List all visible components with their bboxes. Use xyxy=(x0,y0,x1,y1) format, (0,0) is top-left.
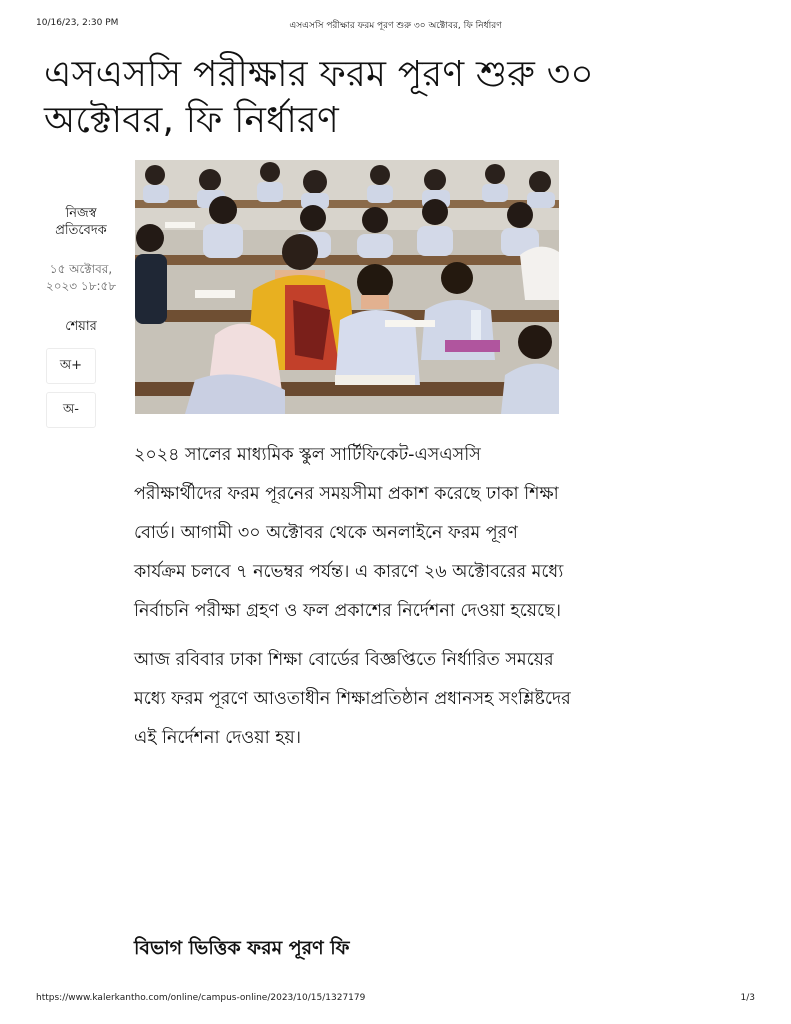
print-page-title: এসএসসি পরীক্ষার ফরম পূরণ শুরু ৩০ অক্টোবর, ফি নির্ধারণ xyxy=(289,21,502,31)
print-datetime: 10/16/23, 2:30 PM xyxy=(36,18,119,28)
share-label: শেয়ার xyxy=(65,319,97,334)
print-header xyxy=(36,18,755,32)
article-meta-sidebar xyxy=(40,205,122,428)
font-increase-button[interactable]: অ+ xyxy=(46,348,96,384)
article-body xyxy=(134,436,574,768)
article-paragraph: আজ রবিবার ঢাকা শিক্ষা বোর্ডের বিজ্ঞপ্তিতে নির্ধারিত সময়ের মধ্যে ফরম পূরণে আওতাধীন শিক্ষাপ্রতিষ্ঠান প্রধানসহ সংশ্লিষ্টদের এই নির্দেশনা দেওয়া হয়। xyxy=(134,650,571,748)
page-number: 1/3 xyxy=(740,993,755,1003)
publish-date: ১৫ অক্টোবর, ২০২৩ ১৮:৫৮ xyxy=(45,262,117,293)
article-photo xyxy=(135,160,559,414)
page-url[interactable]: https://www.kalerkantho.com/online/campus-online/2023/10/15/1327179 xyxy=(36,993,366,1003)
section-subheading: বিভাগ ভিত্তিক ফরম পূরণ ফি xyxy=(134,937,350,959)
article-paragraph: ২০২৪ সালের মাধ্যমিক স্কুল সার্টিফিকেট-এসএসসি পরীক্ষার্থীদের ফরম পূরনের সময়সীমা প্রকাশ করেছে ঢাকা শিক্ষা বোর্ড। আগামী ৩০ অক্টোবর থেকে অনলাইনে ফরম পূরণ কার্যক্রম চলবে ৭ নভেম্বর পর্যন্ত। এ কারণে ২৬ অক্টোবরের মধ্যে নির্বাচনি পরীক্ষা গ্রহণ ও ফল প্রকাশের নির্দেশনা দেওয়া হয়েছে। xyxy=(134,445,564,621)
font-decrease-button[interactable]: অ- xyxy=(46,392,96,428)
students-exam-photo-icon xyxy=(135,160,559,414)
article-headline: এসএসসি পরীক্ষার ফরম পূরণ শুরু ৩০ অক্টোবর, ফি নির্ধারণ xyxy=(44,54,594,141)
byline[interactable]: নিজস্ব প্রতিবেদক xyxy=(55,206,107,238)
